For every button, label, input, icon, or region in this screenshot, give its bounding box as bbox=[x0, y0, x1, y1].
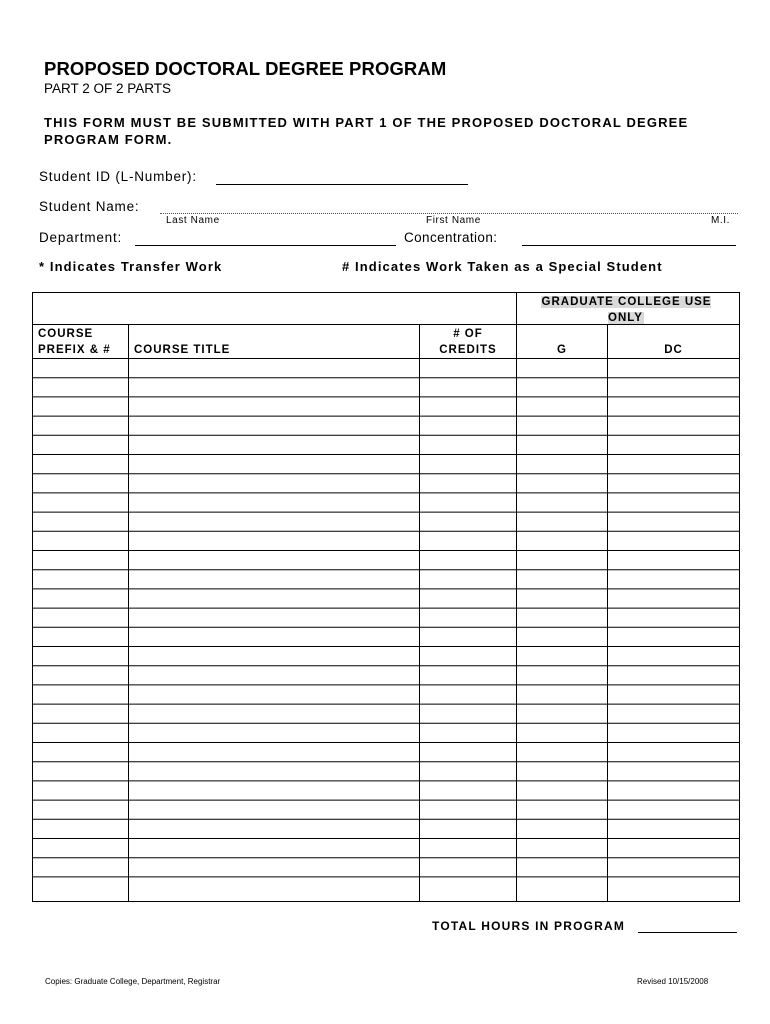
total-hours-label: TOTAL HOURS IN PROGRAM bbox=[432, 919, 626, 933]
col-header-prefix-line2: PREFIX & # bbox=[38, 344, 111, 356]
graduate-college-use-only-text: GRADUATE COLLEGE USE ONLY bbox=[541, 296, 712, 324]
col-header-g: G bbox=[557, 344, 567, 356]
form-title: PROPOSED DOCTORAL DEGREE PROGRAM bbox=[44, 58, 447, 79]
submission-notice: THIS FORM MUST BE SUBMITTED WITH PART 1 OF THE PROPOSED DOCTORAL DEGREE PROGRAM FORM. bbox=[44, 115, 689, 147]
graduate-college-use-only-header bbox=[537, 294, 715, 326]
student-name-label: Student Name: bbox=[39, 199, 140, 214]
revised-date: Revised 10/15/2008 bbox=[637, 977, 709, 986]
concentration-label: Concentration: bbox=[404, 230, 498, 245]
form-subtitle: PART 2 OF 2 PARTS bbox=[44, 81, 172, 96]
department-label: Department: bbox=[39, 230, 123, 245]
special-student-legend: # Indicates Work Taken as a Special Student bbox=[342, 259, 663, 274]
middle-initial-caption: M.I. bbox=[711, 215, 731, 226]
table-border bbox=[33, 293, 740, 902]
first-name-caption: First Name bbox=[426, 215, 481, 226]
col-header-credits bbox=[420, 326, 516, 358]
total-hours-field[interactable] bbox=[638, 932, 737, 933]
col-header-prefix-line1: COURSE bbox=[38, 328, 94, 340]
last-name-caption: Last Name bbox=[166, 215, 220, 226]
student-id-label: Student ID (L-Number): bbox=[39, 169, 197, 184]
transfer-work-legend: * Indicates Transfer Work bbox=[39, 259, 223, 274]
col-header-credits-line2: CREDITS bbox=[439, 344, 497, 356]
col-header-credits-line1: # OF bbox=[453, 328, 483, 340]
col-header-dc: DC bbox=[664, 344, 683, 356]
col-header-course-title: COURSE TITLE bbox=[134, 344, 231, 356]
copies-note: Copies: Graduate College, Department, Registrar bbox=[45, 977, 221, 986]
col-header-prefix bbox=[38, 326, 111, 358]
